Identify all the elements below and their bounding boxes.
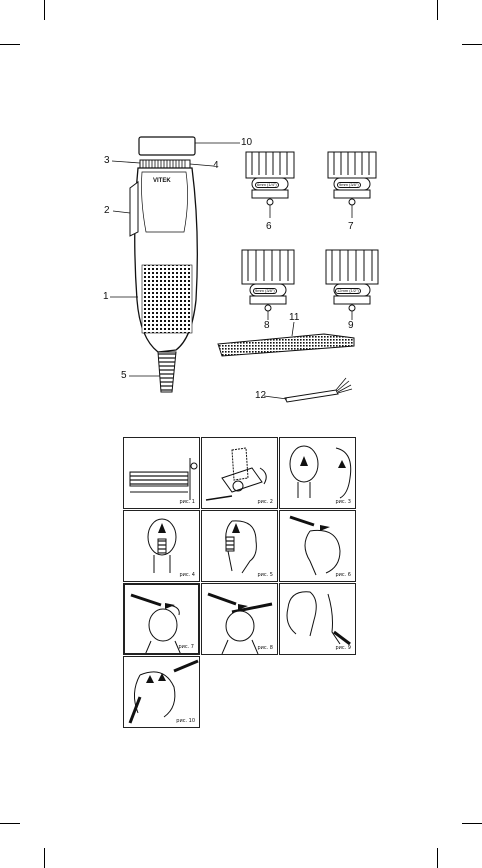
figure-caption: рис. 9 [335,645,351,651]
clipper-illustration [0,0,482,420]
comb-attachment-8 [242,250,294,320]
figure-3 [279,437,356,509]
crop-mark [437,848,438,868]
figure-caption: рис. 1 [179,499,195,505]
figure-caption: рис. 5 [257,572,273,578]
comb-size-9: 12mm (1/2") [337,288,359,293]
figure-9 [279,583,356,655]
figure-caption: рис. 3 [335,499,351,505]
figure-7 [123,583,200,655]
part-label-6: 6 [266,221,272,232]
comb-size-6: 6mm (1/4") [257,182,277,187]
figure-10 [123,656,200,728]
figure-caption: рис. 8 [257,645,273,651]
crop-mark [44,848,45,868]
figure-4 [123,510,200,582]
figure-caption: рис. 6 [335,572,351,578]
figure-8 [201,583,278,655]
figure-1 [123,437,200,509]
part-label-5: 5 [121,370,127,381]
comb-size-8: 9mm (3/8") [255,288,275,293]
figure-caption: рис. 4 [179,572,195,578]
figure-caption: рис. 2 [257,499,273,505]
part-label-11: 11 [289,312,300,323]
crop-mark [0,823,20,824]
figure-6 [279,510,356,582]
figure-5 [201,510,278,582]
comb-attachment-9 [326,250,378,320]
part-label-4: 4 [213,160,219,171]
part-label-7: 7 [348,221,354,232]
brand-logo: VITEK [153,178,171,184]
part-label-1: 1 [103,291,109,302]
crop-mark [462,823,482,824]
figure-2 [201,437,278,509]
figure-caption: рис. 7 [178,644,194,650]
part-label-12: 12 [255,390,267,401]
part-label-8: 8 [264,320,270,331]
part-label-9: 9 [348,320,354,331]
part-label-3: 3 [104,155,110,166]
figure-caption: рис. 10 [176,718,195,724]
comb-size-7: 9mm (3/8") [339,182,359,187]
part-label-10: 10 [241,137,253,148]
part-label-2: 2 [104,205,110,216]
